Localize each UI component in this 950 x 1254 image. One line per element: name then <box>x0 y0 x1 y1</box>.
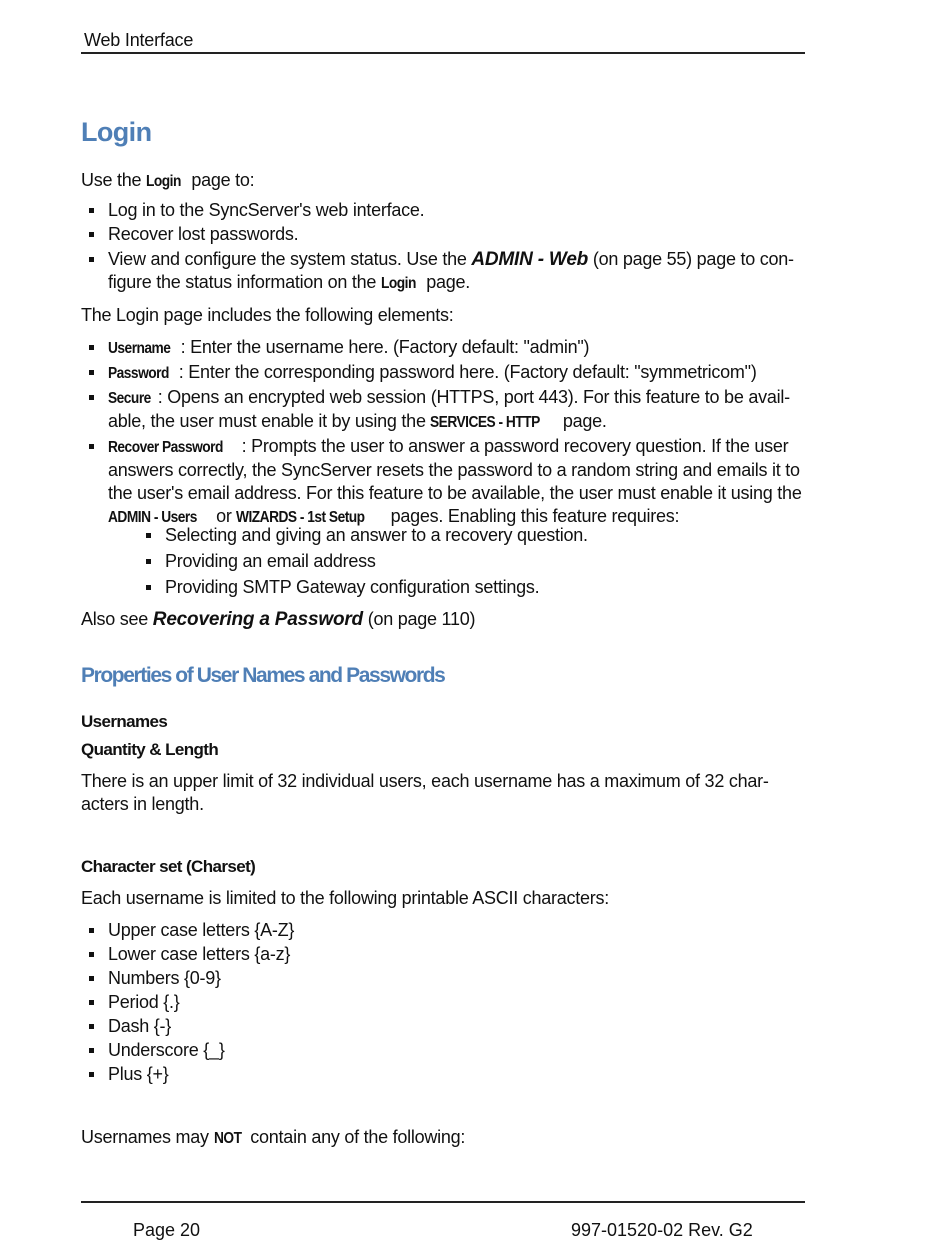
list-item: Selecting and giving an answer to a recovery question. <box>81 524 805 547</box>
login-intro: Use the Login page to: <box>81 170 255 190</box>
list-item: Providing an email address <box>81 550 805 573</box>
charset-list <box>81 919 805 1086</box>
login-uses-list <box>81 199 805 295</box>
list-item: Numbers {0-9} <box>81 967 805 990</box>
list-item: Lower case letters {a-z} <box>81 943 805 966</box>
page-number: Page 20 <box>133 1220 201 1240</box>
list-item: Period {.} <box>81 991 805 1014</box>
charset-intro: Each username is limited to the following printable ASCII characters: <box>81 888 610 908</box>
elements-list <box>81 336 805 529</box>
document-revision: 997-01520-02 Rev. G2 <box>571 1220 753 1240</box>
not-contain-text: Usernames may NOT contain any of the following: <box>81 1127 466 1147</box>
list-item: Upper case letters {A-Z} <box>81 919 805 942</box>
list-item: Underscore {_} <box>81 1039 805 1062</box>
login-heading: Login <box>81 117 152 147</box>
list-item: Providing SMTP Gateway configuration settings. <box>81 576 805 599</box>
footer-rule <box>81 1201 805 1203</box>
list-item: Recover Password : Prompts the user to answer a password recovery question. If the user answers correctly, the SyncServer resets the password to a random string and emails it to the user's email address. For this feature to be available, the user must enable it using the ADMIN - Users or WIZARDS - 1st Setup pages. Enabling this feature requires: <box>81 435 805 529</box>
list-item: Password : Enter the corresponding password here. (Factory default: "symmetricom") <box>81 361 805 385</box>
recovering-password-link[interactable]: Recovering a Password <box>152 609 363 630</box>
header-rule <box>81 52 805 54</box>
charset-heading: Character set (Charset) <box>81 857 256 876</box>
list-item: Plus {+} <box>81 1063 805 1086</box>
list-item: Secure : Opens an encrypted web session (HTTPS, port 443). For this feature to be avail- able, the user must enable it by using the SERVICES - HTTP page. <box>81 386 805 434</box>
quantity-text: There is an upper limit of 32 individual users, each username has a maximum of 32 char- acters in length. <box>81 771 769 814</box>
admin-web-link[interactable]: ADMIN - Web <box>471 249 589 270</box>
running-header: Web Interface <box>84 30 194 50</box>
requirements-list <box>81 524 805 599</box>
elements-intro: The Login page includes the following elements: <box>81 305 454 325</box>
list-item: Username : Enter the username here. (Factory default: "admin") <box>81 336 805 360</box>
list-item: Log in to the SyncServer's web interface. <box>81 199 805 222</box>
list-item: Dash {-} <box>81 1015 805 1038</box>
list-item: Recover lost passwords. <box>81 223 805 246</box>
also-see: Also see Recovering a Password (on page 110) <box>81 609 476 630</box>
properties-heading: Properties of User Names and Passwords <box>81 664 445 687</box>
quantity-heading: Quantity & Length <box>81 740 219 759</box>
usernames-heading: Usernames <box>81 712 168 731</box>
list-item: View and configure the system status. Use the ADMIN - Web (on page 55) page to con- figure the status information on the Login page. <box>81 248 805 295</box>
